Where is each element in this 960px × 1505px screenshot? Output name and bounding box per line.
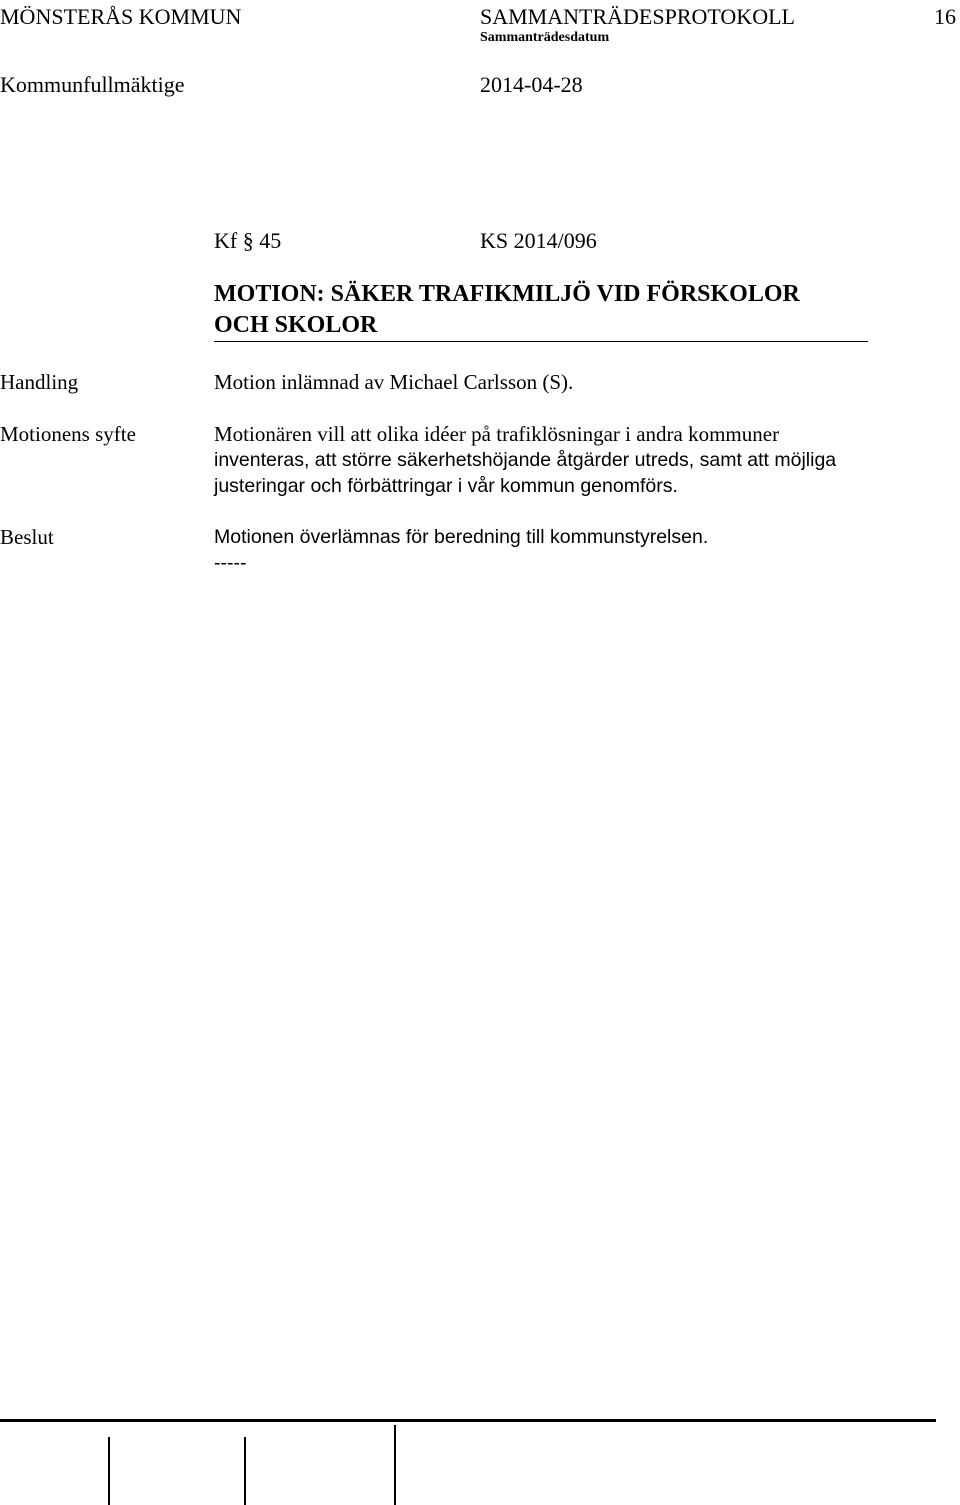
motion-title-line-1: MOTION: SÄKER TRAFIKMILJÖ VID FÖRSKOLOR: [214, 281, 800, 307]
case-reference: KS 2014/096: [480, 228, 597, 253]
page-number: 16: [934, 4, 956, 29]
meeting-date: 2014-04-28: [480, 72, 583, 97]
purpose-text: [214, 421, 836, 499]
document-type: SAMMANTRÄDESPROTOKOLL: [480, 4, 795, 29]
signature-box-top-rule: [0, 1419, 936, 1422]
purpose-line-3: justeringar och förbättringar i vår kommun genomförs.: [214, 475, 678, 497]
governing-body: Kommunfullmäktige: [0, 72, 185, 97]
handling-text: Motion inlämnad av Michael Carlsson (S).: [214, 370, 574, 394]
signature-divider-3: [394, 1425, 396, 1505]
handling-label: Handling: [0, 370, 79, 394]
purpose-line-1: Motionären vill att olika idéer på trafiklösningar i andra kommuner: [214, 422, 780, 446]
end-marker: -----: [214, 552, 247, 574]
purpose-line-2: inventeras, att större säkerhetshöjande åtgärder utreds, samt att möjliga: [214, 449, 837, 471]
decision-text: Motionen överlämnas för beredning till kommunstyrelsen.: [214, 526, 709, 548]
motion-title-line-2: OCH SKOLOR: [214, 312, 378, 338]
decision-label: Beslut: [0, 525, 54, 549]
signature-divider-1: [108, 1437, 110, 1505]
municipality-name: MÖNSTERÅS KOMMUN: [0, 4, 242, 29]
section-number: Kf § 45: [214, 228, 282, 253]
signature-divider-2: [244, 1437, 246, 1505]
purpose-label: Motionens syfte: [0, 422, 136, 446]
date-label: Sammanträdesdatum: [480, 30, 610, 45]
title-underline: [214, 341, 868, 342]
motion-title: [214, 279, 800, 341]
